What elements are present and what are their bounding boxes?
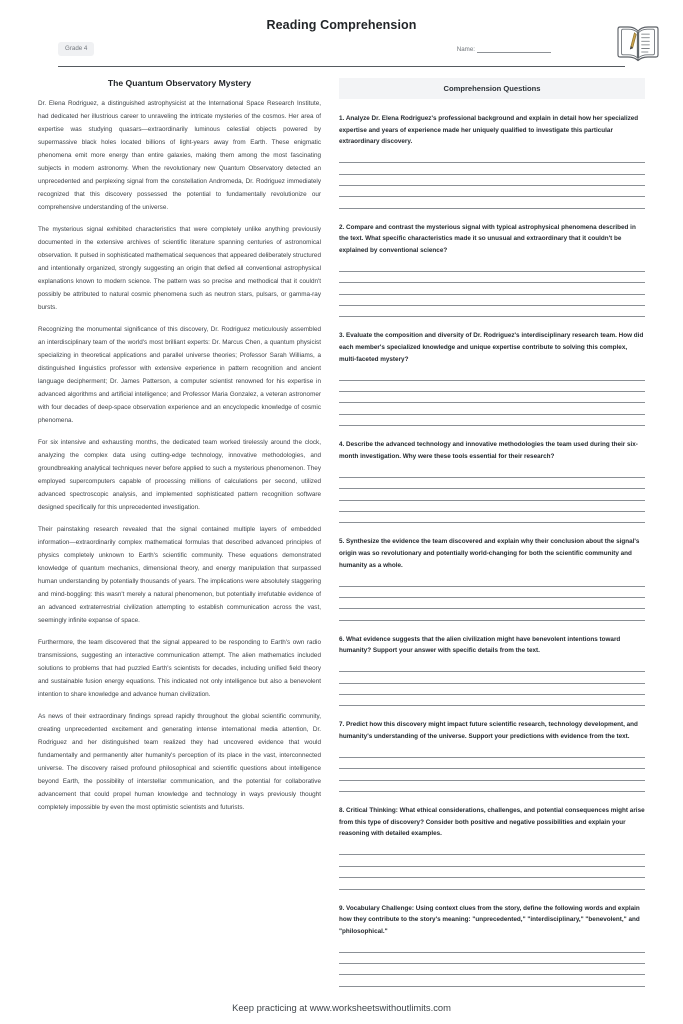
questions-header: Comprehension Questions (339, 78, 645, 99)
story-paragraph: Their painstaking research revealed that the signal contained multiple layers of embedded information—extraordinarily complex mathematical formulas that described advanced principles of physics completely unknown to Earth's scientific community. These equations demonstrated knowledge of quantum mechanics, dimensional theory, and energy manipulation that surpassed human understanding by potentially thousands of years. The implications were absolutely staggering and mind-boggling: this wasn't merely a natural phenomenon, but potentially irrefutable evidence of an advanced extraterrestrial civilization attempting to establish communication across the vast, seemingly infinite expanse of space. (38, 526, 321, 624)
story-paragraph: Dr. Elena Rodriguez, a distinguished astrophysicist at the International Space Research Institute, had dedicated her illustrious career to unraveling the intricate mysteries of the cosmos. Her area of expertise was studying quasars—extraordinarily luminous celestial objects powered by supermassive black holes located billions of light-years away from Earth. These enigmatic phenomena emit more energy than entire galaxies, making them among the most fascinating subjects in modern astronomy. When the revolutionary new Quantum Observatory detected an unprecedented and perplexing signal from the constellation Andromeda, Dr. Rodriguez immediately recognized that this discovery possessed the potential to fundamentally revolutionize our comprehensive understanding of the universe. (38, 100, 321, 211)
story-paragraph: Recognizing the monumental significance of this discovery, Dr. Rodriguez meticulously assembled an interdisciplinary team of the world's most brilliant experts: Dr. Marcus Chen, a quantum physicist specializing in theoretical applications and parallel universe theories; Professor Sarah Williams, a distinguished linguistics professor with extensive experience in pattern recognition and ancient language decipherment; Dr. James Patterson, a computer scientist renowned for his expertise in advanced algorithms and artificial intelligence; and Professor Maria Gonzalez, a veteran astronomer with four decades of deep-space observation experience and an encyclopedic knowledge of cosmic phenomena. (38, 326, 321, 424)
answer-line[interactable] (339, 769, 645, 780)
content-columns (0, 67, 683, 996)
answer-lines (339, 369, 645, 426)
answer-lines (339, 575, 645, 621)
answer-line[interactable] (339, 261, 645, 272)
answer-line[interactable] (339, 747, 645, 758)
answer-lines (339, 661, 645, 707)
answer-line[interactable] (339, 575, 645, 586)
question-block (339, 113, 645, 209)
header-divider (58, 66, 625, 67)
question-text: 3. Evaluate the composition and diversity of Dr. Rodriguez's interdisciplinary research team. How did each member's specialized knowledge and unique expertise contribute to solving this complex, multi-faceted mystery? (339, 332, 644, 363)
story-title: The Quantum Observatory Mystery (107, 78, 252, 88)
answer-line[interactable] (339, 163, 645, 174)
answer-line[interactable] (339, 672, 645, 683)
question-block (339, 634, 645, 707)
answer-line[interactable] (339, 598, 645, 609)
page-footer: Keep practicing at www.worksheetswithoutlimits.com (232, 1002, 451, 1013)
answer-line[interactable] (339, 369, 645, 380)
answer-lines (339, 152, 645, 209)
answer-line[interactable] (339, 964, 645, 975)
answer-line[interactable] (339, 844, 645, 855)
answer-line[interactable] (339, 855, 645, 866)
name-write-line[interactable] (477, 45, 551, 53)
story-paragraph: Furthermore, the team discovered that the signal appeared to be responding to Earth's own radio transmissions, suggesting an interactive communication attempt. The alien mathematics included solutions to problems that had puzzled Earth's scientists for decades, including unified field theory and sustainable fusion energy equations. This indicated not only intelligence but also a benevolent intention to share knowledge and advance human civilization. (38, 639, 321, 698)
question-text: 8. Critical Thinking: What ethical considerations, challenges, and potential consequences might arise from this type of discovery? Consider both positive and negative possibilities and explain your reasoning with detailed examples. (339, 807, 645, 838)
answer-line[interactable] (339, 295, 645, 306)
answer-line[interactable] (339, 587, 645, 598)
answer-lines (339, 261, 645, 318)
answer-lines (339, 941, 645, 987)
answer-line[interactable] (339, 512, 645, 523)
answer-lines (339, 466, 645, 523)
answer-line[interactable] (339, 781, 645, 792)
answer-line[interactable] (339, 403, 645, 414)
answer-line[interactable] (339, 466, 645, 477)
question-block (339, 719, 645, 792)
answer-line[interactable] (339, 867, 645, 878)
story-paragraph: As news of their extraordinary findings spread rapidly throughout the global scientific community, creating unprecedented excitement and generating intense international media attention, Dr. Rodriguez and her distinguished team realized they had uncovered evidence that would fundamentally and permanently alter humanity's perception of its place in the vast, interconnected universe. The discovery raised profound philosophical and scientific questions about intelligence beyond Earth, the possibility of interstellar communication, and the potential for collaborative advancement that could propel human knowledge and technology in ways previously thought completely impossible by even the most optimistic scientists and futurists. (38, 713, 321, 811)
answer-lines (339, 844, 645, 890)
question-block (339, 439, 645, 523)
name-label: Name: (456, 45, 475, 53)
question-block (339, 222, 645, 318)
answer-line[interactable] (339, 272, 645, 283)
question-text: 5. Synthesize the evidence the team discovered and explain why their conclusion about the signal's origin was so revolutionary and potentially world-changing for both the scientific community and humanity as a whole. (339, 538, 640, 569)
questions-list (339, 113, 645, 987)
answer-line[interactable] (339, 489, 645, 500)
open-book-with-pencil-icon (615, 22, 661, 62)
answer-line[interactable] (339, 941, 645, 952)
answer-line[interactable] (339, 758, 645, 769)
answer-line[interactable] (339, 478, 645, 489)
answer-line[interactable] (339, 175, 645, 186)
answer-line[interactable] (339, 381, 645, 392)
page-header (0, 0, 683, 67)
story-paragraph: For six intensive and exhausting months, the dedicated team worked tirelessly around the clock, analyzing the complex data using cutting-edge technology, innovative methodologies, and groundbreaking analytical techniques never before applied to such a mysterious phenomenon. They employed supercomputers capable of processing millions of calculations per second, utilized advanced spectroscopic analysis, and implemented sophisticated pattern recognition software designed specifically for this unprecedented investigation. (38, 439, 321, 511)
question-text: 1. Analyze Dr. Elena Rodriguez's professional background and explain in detail how her specialized expertise and years of experience made her uniquely qualified to investigate this particular extraordinary discovery. (339, 115, 639, 146)
question-block (339, 903, 645, 987)
answer-line[interactable] (339, 415, 645, 426)
answer-line[interactable] (339, 684, 645, 695)
story-body (38, 97, 321, 814)
grade-badge: Grade 4 (58, 42, 94, 55)
question-text: 2. Compare and contrast the mysterious signal with typical astrophysical phenomena described in the text. What specific characteristics made it so unusual and extraordinary that it couldn't be explained by conventional science? (339, 223, 636, 254)
question-text: 9. Vocabulary Challenge: Using context clues from the story, define the following words and explain how they contribute to the story's meaning: "unprecedented," "interdisciplinary," "benevolent," and "philosophical." (339, 904, 640, 935)
name-field[interactable] (457, 45, 551, 53)
questions-column (339, 78, 645, 996)
story-paragraph: The mysterious signal exhibited characteristics that were completely unlike anything previously documented in the extensive archives of scientific literature spanning centuries of astronomical observation. It pulsed in sophisticated mathematical sequences that appeared deliberately structured and intentionally organized, strongly suggesting an origin that defied all conventional astrophysical explanations known to modern science. The pattern was so precise and methodical that it couldn't possibly be attributed to natural cosmic phenomena such as neutron stars, pulsars, or gamma-ray bursts. (38, 226, 321, 311)
question-text: 6. What evidence suggests that the alien civilization might have benevolent intentions toward humanity? Support your answer with specific details from the text. (339, 635, 621, 655)
answer-line[interactable] (339, 695, 645, 706)
question-block (339, 330, 645, 426)
answer-line[interactable] (339, 197, 645, 208)
answer-line[interactable] (339, 306, 645, 317)
answer-line[interactable] (339, 186, 645, 197)
answer-line[interactable] (339, 878, 645, 889)
answer-line[interactable] (339, 975, 645, 986)
question-text: 7. Predict how this discovery might impact future scientific research, technology development, and humanity's understanding of the universe. Support your predictions with evidence from the text. (339, 721, 638, 741)
answer-lines (339, 747, 645, 793)
story-column (38, 78, 321, 996)
question-text: 4. Describe the advanced technology and innovative methodologies the team used during their six-month investigation. Why were these tools essential for their research? (339, 441, 638, 460)
header-meta-row (20, 39, 663, 59)
answer-line[interactable] (339, 152, 645, 163)
answer-line[interactable] (339, 392, 645, 403)
answer-line[interactable] (339, 661, 645, 672)
answer-line[interactable] (339, 283, 645, 294)
question-block (339, 536, 645, 620)
question-block (339, 805, 645, 889)
answer-line[interactable] (339, 501, 645, 512)
page-title: Reading Comprehension (266, 18, 417, 32)
answer-line[interactable] (339, 609, 645, 620)
answer-line[interactable] (339, 953, 645, 964)
